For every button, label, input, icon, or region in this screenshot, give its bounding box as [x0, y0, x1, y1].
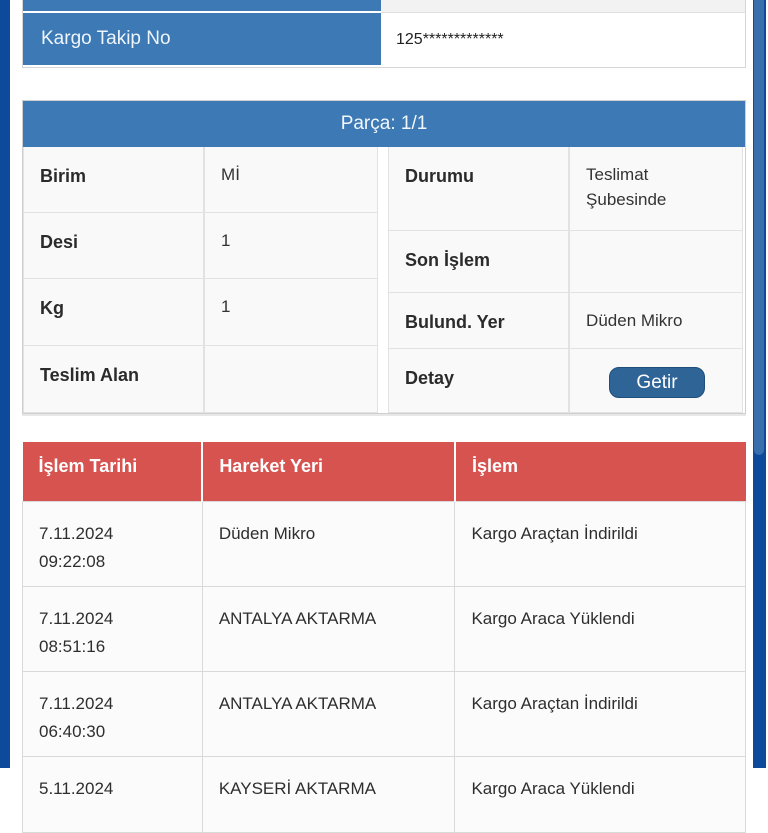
- table-row: [388, 231, 743, 293]
- table-row: [23, 587, 746, 672]
- time-text: 08:51:16: [39, 637, 106, 657]
- row-value-bulund-yer: Düden Mikro: [569, 293, 743, 349]
- getir-button[interactable]: Getir: [609, 367, 705, 398]
- time-text: 06:40:30: [39, 722, 106, 742]
- row-label-detay: Detay: [388, 349, 569, 413]
- table-row: [23, 757, 746, 833]
- row-value-desi: 1: [204, 213, 378, 279]
- parcel-section: [22, 100, 746, 414]
- cell-action: Kargo Araçtan İndirildi: [455, 502, 746, 587]
- row-value-kg: 1: [204, 279, 378, 346]
- cell-datetime: [23, 502, 203, 587]
- movements-table: [22, 442, 746, 833]
- row-value-birim: Mİ: [204, 147, 378, 213]
- parcel-left-table: [23, 147, 378, 413]
- date-text: 5.11.2024: [39, 779, 114, 799]
- cell-action: Kargo Araçtan İndirildi: [455, 672, 746, 757]
- row-value-durumu: Teslimat Şubesinde: [569, 147, 743, 231]
- table-row: [388, 147, 743, 231]
- table-row-tracking-no: [23, 13, 745, 67]
- row-value-teslim-alan: [204, 346, 378, 413]
- row-value-cell-partial: [381, 0, 745, 13]
- date-text: 7.11.2024: [39, 694, 114, 714]
- row-label-birim: Birim: [23, 147, 204, 213]
- date-text: 7.11.2024: [39, 609, 114, 629]
- cell-datetime: [23, 587, 203, 672]
- table-row: [388, 349, 743, 413]
- tracking-no-label: Kargo Takip No: [23, 13, 381, 67]
- table-row: [388, 293, 743, 349]
- row-label-durumu: Durumu: [388, 147, 569, 231]
- table-row: [23, 346, 378, 413]
- table-row: [23, 213, 378, 279]
- header-islem: İşlem: [455, 442, 746, 502]
- table-row: [23, 502, 746, 587]
- page-content: [22, 0, 746, 833]
- table-row: [23, 672, 746, 757]
- table-row-partial: [23, 0, 745, 13]
- cell-datetime: [23, 672, 203, 757]
- row-value-detay: [569, 349, 743, 413]
- row-label-kg: Kg: [23, 279, 204, 346]
- tracking-no-value: 125*************: [381, 13, 745, 67]
- tracking-info-table: [22, 0, 746, 68]
- row-label-bulund-yer: Bulund. Yer: [388, 293, 569, 349]
- cell-location: Düden Mikro: [202, 502, 455, 587]
- parcel-header: Parça: 1/1: [23, 101, 745, 147]
- scrollbar-thumb[interactable]: [754, 0, 764, 455]
- time-text: 09:22:08: [39, 552, 106, 572]
- cell-location: KAYSERİ AKTARMA: [202, 757, 455, 833]
- row-label-son-islem: Son İşlem: [388, 231, 569, 293]
- movements-header-row: [23, 442, 746, 502]
- row-value-son-islem: [569, 231, 743, 293]
- row-label-desi: Desi: [23, 213, 204, 279]
- cell-location: ANTALYA AKTARMA: [202, 672, 455, 757]
- cell-location: ANTALYA AKTARMA: [202, 587, 455, 672]
- viewport-left-edge: [0, 0, 10, 768]
- date-text: 7.11.2024: [39, 524, 114, 543]
- header-islem-tarihi: İşlem Tarihi: [23, 442, 203, 502]
- cell-action: Kargo Araca Yüklendi: [455, 587, 746, 672]
- table-row: [23, 279, 378, 346]
- cell-action: Kargo Araca Yüklendi: [455, 757, 746, 833]
- row-label-teslim-alan: Teslim Alan: [23, 346, 204, 413]
- row-label-cell-partial: [23, 0, 381, 13]
- table-row: [23, 147, 378, 213]
- cell-datetime: [23, 757, 203, 833]
- header-hareket-yeri: Hareket Yeri: [202, 442, 455, 502]
- parcel-body: [23, 147, 745, 413]
- parcel-right-table: [388, 147, 743, 413]
